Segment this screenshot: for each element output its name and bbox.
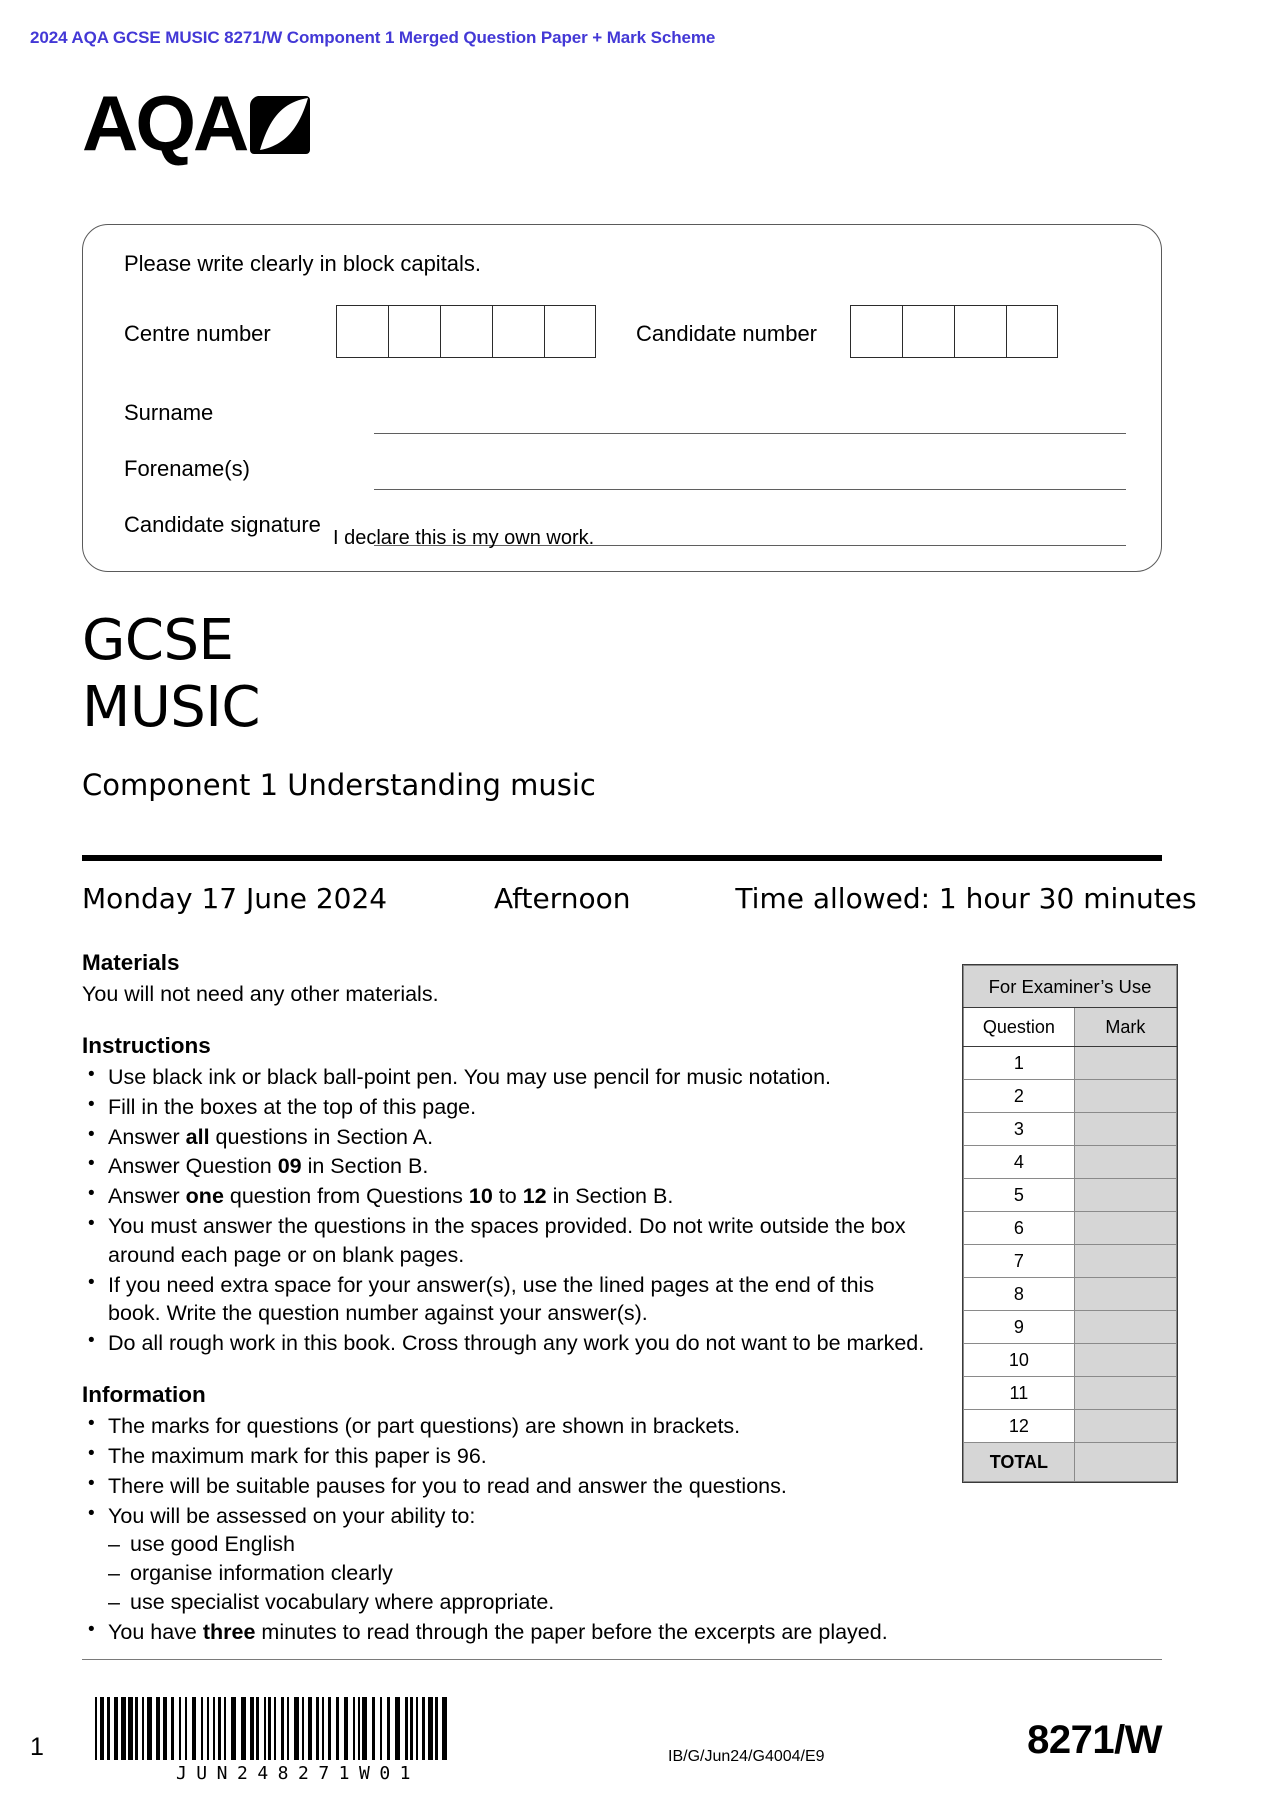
- materials-text: You will not need any other materials.: [82, 982, 439, 1007]
- front-page-info: [82, 948, 927, 1648]
- exam-date: Monday 17 June 2024: [82, 882, 388, 915]
- number-cell[interactable]: [1006, 305, 1058, 358]
- barcode-bar: [163, 1697, 167, 1760]
- barcode-bar: [95, 1697, 97, 1760]
- mark-entry-cell[interactable]: [1074, 1245, 1176, 1278]
- for-examiners-use-table: [962, 964, 1178, 1483]
- barcode-bar: [264, 1697, 266, 1760]
- question-number-cell: 6: [964, 1212, 1075, 1245]
- question-column-header: Question: [964, 1008, 1075, 1047]
- barcode-bar: [192, 1697, 196, 1760]
- barcode-bar: [362, 1697, 367, 1760]
- mark-entry-cell[interactable]: [1074, 1377, 1176, 1410]
- barcode-bar: [322, 1697, 324, 1760]
- barcode-bar: [387, 1697, 390, 1760]
- mark-column-header: Mark: [1074, 1008, 1176, 1047]
- question-number-cell: 4: [964, 1146, 1075, 1179]
- number-cell[interactable]: [388, 305, 440, 358]
- list-item: • Fill in the boxes at the top of this page.: [82, 1093, 927, 1122]
- barcode-bar: [171, 1697, 174, 1760]
- barcode-bar: [207, 1697, 209, 1760]
- sub-list-item: – organise information clearly: [108, 1559, 927, 1588]
- surname-input[interactable]: [374, 433, 1126, 434]
- list-item: • Answer one question from Questions 10 to 12 in Section B.: [82, 1182, 927, 1211]
- candidate-number-label: Candidate number: [636, 321, 818, 346]
- mark-entry-cell[interactable]: [1074, 1212, 1176, 1245]
- barcode-bar: [218, 1697, 221, 1760]
- barcode-bar: [372, 1697, 375, 1760]
- question-number-cell: 9: [964, 1311, 1075, 1344]
- aqa-leaf-icon: [248, 94, 310, 161]
- candidate-signature-label: Candidate signature: [124, 512, 321, 537]
- mark-entry-cell[interactable]: [1074, 1311, 1176, 1344]
- list-item: • You must answer the questions in the spaces provided. Do not write outside the box around each page or on blank pages.: [82, 1212, 927, 1270]
- number-fields-row: [124, 305, 1134, 361]
- candidate-number-input[interactable]: [850, 305, 1058, 358]
- barcode-bar: [294, 1697, 299, 1760]
- subject-title: MUSIC: [82, 675, 260, 740]
- list-item: • You will be assessed on your ability to: – use good English – organise information clearly – use specialist vocabulary where appropriate.: [82, 1502, 927, 1617]
- question-number-cell: 2: [964, 1080, 1075, 1113]
- ib-reference-code: IB/G/Jun24/G4004/E9: [668, 1748, 825, 1765]
- barcode-bar: [281, 1697, 284, 1760]
- barcode-bar: [442, 1697, 447, 1760]
- forenames-input[interactable]: [374, 489, 1126, 490]
- title-divider: [82, 855, 1162, 861]
- barcode-bar: [231, 1697, 236, 1760]
- number-cell[interactable]: [492, 305, 544, 358]
- forenames-label: Forename(s): [124, 456, 250, 481]
- barcode-bar: [328, 1697, 331, 1760]
- barcode: [95, 1697, 495, 1784]
- barcode-bar: [142, 1697, 144, 1760]
- information-list: [82, 1412, 927, 1646]
- barcode-bar: [201, 1697, 203, 1760]
- sub-list-item: – use specialist vocabulary where appropriate.: [108, 1588, 927, 1617]
- barcode-bar: [353, 1697, 355, 1760]
- centre-number-input[interactable]: [336, 305, 596, 358]
- mark-entry-cell[interactable]: [1074, 1047, 1176, 1080]
- barcode-bar: [121, 1697, 126, 1760]
- barcode-bar: [213, 1697, 215, 1760]
- table-row: [964, 1278, 1177, 1311]
- examiner-table-title: For Examiner’s Use: [964, 966, 1177, 1008]
- question-number-cell: 10: [964, 1344, 1075, 1377]
- barcode-bar: [428, 1697, 433, 1760]
- mark-entry-cell[interactable]: [1074, 1113, 1176, 1146]
- question-number-cell: 8: [964, 1278, 1075, 1311]
- aqa-logo: [82, 79, 310, 167]
- barcode-bar: [114, 1697, 118, 1760]
- barcode-bar: [135, 1697, 138, 1760]
- paper-code: 8271/W: [1027, 1718, 1162, 1762]
- question-number-cell: 11: [964, 1377, 1075, 1410]
- number-cell[interactable]: [336, 305, 388, 358]
- table-row: [964, 1113, 1177, 1146]
- instructions-list: [82, 1063, 927, 1358]
- footer-divider: [82, 1659, 1162, 1660]
- barcode-bar: [274, 1697, 276, 1760]
- signature-row: [124, 502, 1134, 558]
- list-item: • The maximum mark for this paper is 96.: [82, 1442, 927, 1471]
- mark-entry-cell[interactable]: [1074, 1278, 1176, 1311]
- materials-heading: Materials: [82, 950, 180, 975]
- table-total-row: [964, 1443, 1177, 1482]
- number-cell[interactable]: [902, 305, 954, 358]
- barcode-bar: [395, 1697, 400, 1760]
- barcode-bar: [224, 1697, 226, 1760]
- list-item: • Answer all questions in Section A.: [82, 1123, 927, 1152]
- list-item: • There will be suitable pauses for you to read and answer the questions.: [82, 1472, 927, 1501]
- list-item: • You have three minutes to read through the paper before the excerpts are played.: [82, 1618, 927, 1647]
- mark-entry-cell[interactable]: [1074, 1179, 1176, 1212]
- barcode-bar: [435, 1697, 438, 1760]
- table-header-row: [964, 1008, 1177, 1047]
- question-number-cell: 1: [964, 1047, 1075, 1080]
- table-row: [964, 1179, 1177, 1212]
- name-fields: [124, 390, 1134, 558]
- sub-list-item: – use good English: [108, 1530, 927, 1559]
- list-item: • Answer Question 09 in Section B.: [82, 1152, 927, 1181]
- component-title: Component 1 Understanding music: [82, 768, 596, 802]
- list-item: • If you need extra space for your answer(s), use the lined pages at the end of this book. Write the question number against your answer(s).: [82, 1271, 927, 1329]
- question-number-cell: 12: [964, 1410, 1075, 1443]
- barcode-bar: [250, 1697, 254, 1760]
- mark-entry-cell[interactable]: [1074, 1146, 1176, 1179]
- barcode-bar: [380, 1697, 382, 1760]
- aqa-wordmark: AQA: [82, 79, 247, 167]
- table-row: [964, 1377, 1177, 1410]
- qualification-title: GCSE: [82, 608, 234, 673]
- total-mark-cell[interactable]: [1074, 1443, 1176, 1482]
- forenames-row: [124, 446, 1134, 502]
- sub-list: [108, 1530, 927, 1616]
- barcode-bar: [147, 1697, 152, 1760]
- table-row: [964, 1311, 1177, 1344]
- centre-number-label: Centre number: [124, 321, 271, 346]
- mark-entry-cell[interactable]: [1074, 1080, 1176, 1113]
- barcode-bar: [100, 1697, 104, 1760]
- table-row: [964, 1146, 1177, 1179]
- candidate-details-box: [82, 224, 1162, 572]
- table-row: [964, 1212, 1177, 1245]
- block-capitals-instruction: Please write clearly in block capitals.: [124, 251, 482, 276]
- table-row: [964, 1245, 1177, 1278]
- barcode-bar: [107, 1697, 110, 1760]
- barcode-bar: [287, 1697, 289, 1760]
- table-row: [964, 966, 1177, 1008]
- barcode-bar: [336, 1697, 339, 1760]
- table-row: [964, 1047, 1177, 1080]
- question-number-cell: 7: [964, 1245, 1075, 1278]
- list-item: • Do all rough work in this book. Cross through any work you do not want to be marked.: [82, 1329, 927, 1358]
- list-item: • Use black ink or black ball-point pen. You may use pencil for music notation.: [82, 1063, 927, 1092]
- table-row: [964, 1344, 1177, 1377]
- barcode-bars: [95, 1697, 495, 1760]
- surname-label: Surname: [124, 400, 214, 425]
- information-heading: Information: [82, 1382, 206, 1408]
- barcode-bar: [156, 1697, 160, 1760]
- question-number-cell: 5: [964, 1179, 1075, 1212]
- declaration-text: I declare this is my own work.: [333, 527, 595, 549]
- time-allowed: Time allowed: 1 hour 30 minutes: [735, 882, 1197, 915]
- barcode-bar: [422, 1697, 425, 1760]
- barcode-bar: [256, 1697, 259, 1760]
- barcode-bar: [416, 1697, 418, 1760]
- barcode-bar: [185, 1697, 187, 1760]
- barcode-bar: [405, 1697, 408, 1760]
- page-number: 1: [30, 1733, 44, 1761]
- barcode-bar: [241, 1697, 246, 1760]
- mark-entry-cell[interactable]: [1074, 1410, 1176, 1443]
- barcode-bar: [410, 1697, 413, 1760]
- barcode-bar: [344, 1697, 348, 1760]
- number-cell[interactable]: [954, 305, 1006, 358]
- number-cell[interactable]: [544, 305, 596, 358]
- barcode-text: JUN248271W01: [175, 1763, 421, 1784]
- barcode-bar: [128, 1697, 133, 1760]
- barcode-bar: [358, 1697, 360, 1760]
- table-row: [964, 1080, 1177, 1113]
- total-label: TOTAL: [964, 1443, 1075, 1482]
- barcode-bar: [179, 1697, 181, 1760]
- question-number-cell: 3: [964, 1113, 1075, 1146]
- barcode-bar: [302, 1697, 304, 1760]
- table-row: [964, 1410, 1177, 1443]
- barcode-bar: [316, 1697, 319, 1760]
- mark-entry-cell[interactable]: [1074, 1344, 1176, 1377]
- instructions-heading: Instructions: [82, 1032, 211, 1058]
- barcode-bar: [308, 1697, 312, 1760]
- number-cell[interactable]: [850, 305, 902, 358]
- exam-session: Afternoon: [494, 882, 631, 915]
- list-item: • The marks for questions (or part questions) are shown in brackets.: [82, 1412, 927, 1441]
- surname-row: [124, 390, 1134, 446]
- barcode-bar: [268, 1697, 271, 1760]
- number-cell[interactable]: [440, 305, 492, 358]
- document-banner-title: 2024 AQA GCSE MUSIC 8271/W Component 1 Merged Question Paper + Mark Scheme: [30, 28, 716, 47]
- sitting-details: [82, 882, 1197, 915]
